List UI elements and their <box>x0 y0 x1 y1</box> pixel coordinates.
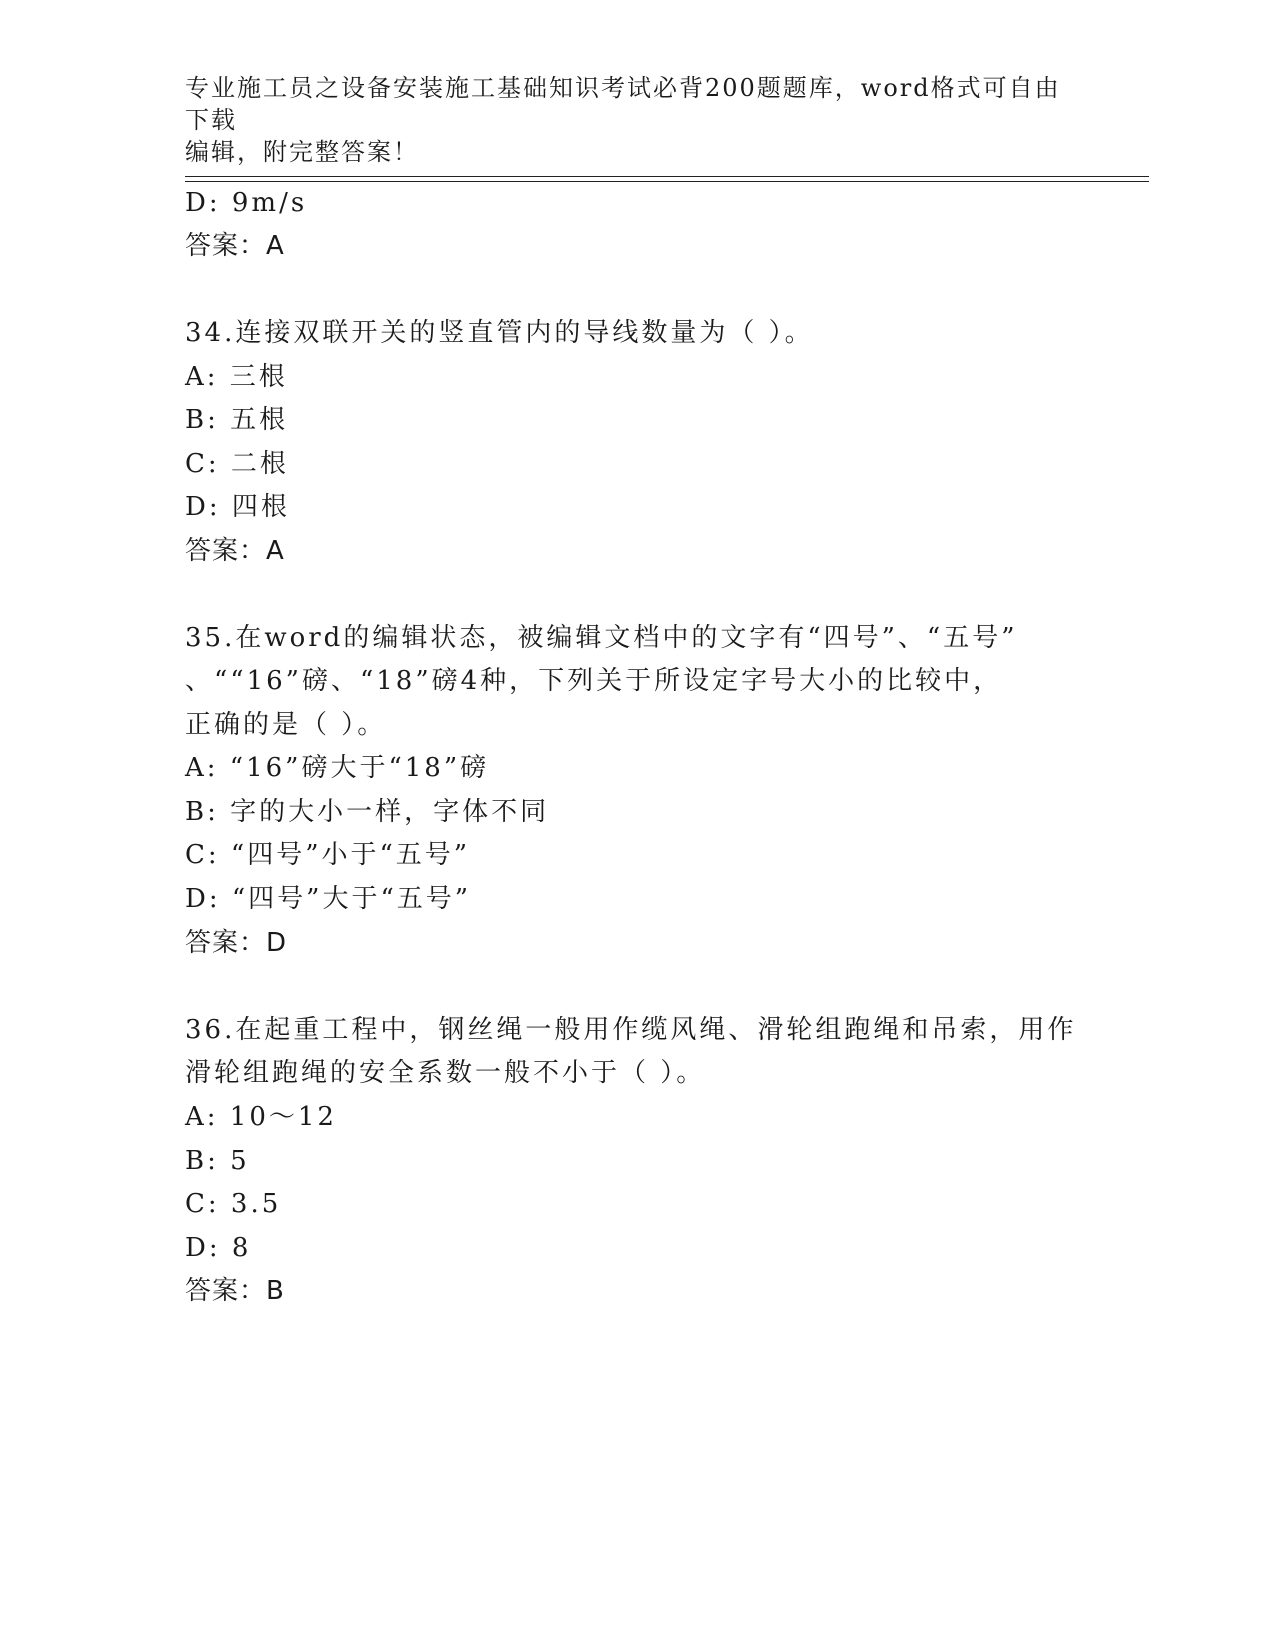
q34-stem: 34.连接双联开关的竖直管内的导线数量为（ ）。 <box>185 318 814 348</box>
q35-option-a: A: “16”磅大于“18”磅 <box>185 753 490 783</box>
q36-stem-line1: 36.在起重工程中，钢丝绳一般用作缆风绳、滑轮组跑绳和吊索，用作 <box>185 1015 1077 1045</box>
q35-stem-line2: 、““16”磅、“18”磅4种，下列关于所设定字号大小的比较中， <box>185 666 1003 696</box>
q35-answer: 答案：D <box>185 928 288 958</box>
prev-answer: 答案：A <box>185 231 285 261</box>
q34-option-d: D: 四根 <box>185 492 290 522</box>
q34-option-c: C: 二根 <box>185 449 289 479</box>
q34-option-a: A: 三根 <box>185 362 288 392</box>
q35-stem-line1: 35.在word的编辑状态，被编辑文档中的文字有“四号”、“五号” <box>185 623 1018 653</box>
header-title-line2: 编辑，附完整答案！ <box>185 138 419 166</box>
q34-option-b: B: 五根 <box>185 405 289 435</box>
header-rule-top <box>185 176 1149 177</box>
document-header <box>185 72 1085 168</box>
q35-option-d: D: “四号”大于“五号” <box>185 884 472 914</box>
q35-option-c: C: “四号”小于“五号” <box>185 840 471 870</box>
header-title-line1: 专业施工员之设备安装施工基础知识考试必背200题题库，word格式可自由下载 <box>185 74 1061 134</box>
prev-option-d: D: 9m/s <box>185 188 308 218</box>
q35-option-b: B: 字的大小一样，字体不同 <box>185 797 550 827</box>
q34-answer: 答案：A <box>185 536 285 566</box>
q36-answer: 答案：B <box>185 1276 285 1306</box>
q35-stem-line3: 正确的是（ ）。 <box>185 710 387 740</box>
q36-option-b: B: 5 <box>185 1146 250 1176</box>
q36-option-d: D: 8 <box>185 1233 252 1263</box>
q36-option-a: A: 10～12 <box>185 1102 337 1132</box>
header-rule-bottom <box>185 181 1149 182</box>
q36-option-c: C: 3.5 <box>185 1189 282 1219</box>
q36-stem-line2: 滑轮组跑绳的安全系数一般不小于（ ）。 <box>185 1058 706 1088</box>
